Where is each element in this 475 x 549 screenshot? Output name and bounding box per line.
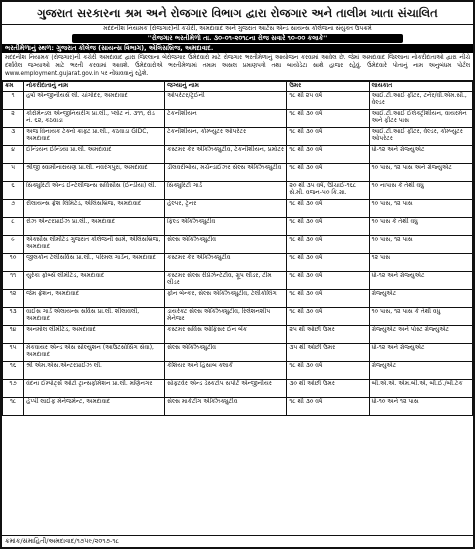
cell-sn: ૧૮ xyxy=(3,397,24,415)
table-header-row xyxy=(3,81,473,91)
cell-age: ૧૮ થી ૩૦ વર્ષ xyxy=(287,235,369,253)
cell-employer: મેકવાયર એન્ડ એસ સોલ્યુશન (આઉટસોર્સિંગ સેવા), અમદાવાદ xyxy=(24,343,165,361)
table-row xyxy=(3,343,473,361)
table-row xyxy=(3,127,473,145)
cell-post: કસ્ટમર કેર એક્ઝિક્યુટીવ, ટેકનીશીયન, પ્રમોટર xyxy=(165,145,287,163)
cell-employer: વંદના ઈમ્પોર્ટ્સ ઓટો ટ્રાન્સફોર્મેશન પ્રા.લી. મણિનગર xyxy=(24,379,165,397)
cell-age: ૨૫ થી ઓછી ઉંમર xyxy=(287,325,369,343)
cell-employer: કોરોમેન્ડલ એન્જીનિયરીંગ પ્રા.લી., પ્લોટ નં. ૩૧૧, રોડ નં. ૬૨, કઠવાડા xyxy=(24,109,165,127)
cell-post: ફિલ્ડ એક્ઝિક્યુટીવ xyxy=(165,217,287,235)
cell-employer: શ્રી એમ.એસ.એન્ટરપ્રાઈઝ લી. xyxy=(24,361,165,379)
cell-qualification: ધો-૧૨ અને ગ્રેજ્યુએટ xyxy=(369,343,472,361)
cell-sn: ૧૦ xyxy=(3,253,24,271)
cell-qualification: આઈ.ટી.આઈ ફીટર, ટર્નર/વી.એમ.સી., વેલ્ડર xyxy=(369,91,472,109)
footer-code: ક્રમાંક/સંમાહિતી/અમદાવાદ/૧૭૫૯/૨૦૧૭-૧૮ xyxy=(2,535,473,547)
table-row xyxy=(3,307,473,325)
cell-sn: ૩ xyxy=(3,127,24,145)
table-row xyxy=(3,271,473,289)
cell-sn: ૭ xyxy=(3,199,24,217)
cell-employer: રીલાયન્સ ફ્રેશ લિમિટેડ, એલિસબ્રિજ, અમદાવાદ xyxy=(24,199,165,217)
cell-employer: જીલકોન ટેલીસર્વિસ પ્રા.લી., પરિમલ ગાર્ડન, અમદાવાદ xyxy=(24,253,165,271)
cell-age: ૧૮ થી ૩૦ વર્ષ xyxy=(287,127,369,145)
cell-qualification: ૧૦ પાસ કે તેથી વધુ xyxy=(369,217,472,235)
table-row xyxy=(3,325,473,343)
cell-age: ૧૮ થી ૩૦ વર્ષ xyxy=(287,271,369,289)
table-row xyxy=(3,397,473,415)
cell-post: સેલ્સ એક્ઝિક્યુટીવ xyxy=(165,235,287,253)
table-row xyxy=(3,181,473,199)
page-title: ગુજરાત સરકારના શ્રમ અને રોજગાર વિભાગ દ્વારા રોજગાર અને તાલીમ ખાતા સંચાલિત xyxy=(37,5,438,20)
cell-employer: રોઝ એન્ટરપ્રાઈઝ પ્રા.લી., અમદાવાદ xyxy=(24,217,165,235)
cell-post: ટેકનીશીયન xyxy=(165,109,287,127)
table-row xyxy=(3,217,473,235)
cell-post: કસ્ટમર સર્વિસ ઓફિસર ઈન બેંક xyxy=(165,325,287,343)
cell-qualification: આઈ.ટી.આઈ ફીટર, વેલ્ડર, કોમ્પ્યુટર ઓપરેટર xyxy=(369,127,472,145)
cell-employer: અજ વિનાયક ટેક્નો ક્રાફ્ટ પ્રા.લી., કઠવાડા GIDC, અમદાવાદ xyxy=(24,127,165,145)
cell-qualification: ૧૦ પાસ, ૧૨ પાસ xyxy=(369,199,472,217)
cell-post: સેલ્સ એક્ઝિક્યુટીવ xyxy=(165,343,287,361)
cell-qualification: ધો-૧૦ અને ૧૨ પાસ xyxy=(369,397,472,415)
cell-employer: વાઈસ ગાર્ડ એલાયન્સ સર્વિસ પ્રા.લી. શીલાવલી, અમદાવાદ xyxy=(24,307,165,325)
table-row xyxy=(3,289,473,307)
cell-employer: શ્રીજી સ્વામીનારાયણ પ્રા.લી. નવરંગપુરા, અમદાવાદ xyxy=(24,163,165,181)
table-row xyxy=(3,91,473,109)
cell-post: કસ્ટમર કેર એક્ઝિક્યુટીવ xyxy=(165,253,287,271)
table-row xyxy=(3,199,473,217)
cell-sn: ૪ xyxy=(3,145,24,163)
cell-post: ડીલવરીબોય, મર્ચન્ડાઈઝર સેલ્સ એક્ઝિક્યુટીવ xyxy=(165,163,287,181)
cell-post: કસ્ટમર સેલ્સ રીપ્રેઝેન્ટેટીવ, ગ્રૂપ લીડર, ટીમ લીડર xyxy=(165,271,287,289)
cell-sn: ૧૪ xyxy=(3,325,24,343)
cell-age: ૧૮ થી ૩૦ વર્ષ xyxy=(287,109,369,127)
cell-qualification: ગ્રેજ્યુએટ xyxy=(369,361,472,379)
cell-sn: ૧૧ xyxy=(3,271,24,289)
cell-age: ૩૦ થી ઓછી ઉંમર xyxy=(287,379,369,397)
cell-sn: ૬ xyxy=(3,181,24,199)
cell-employer: અનમોલ લીમીટેડ, અમદાવાદ xyxy=(24,325,165,343)
cell-post: ઓપરેટર/ટ્રેઈની xyxy=(165,91,287,109)
cell-qualification: ૧૨ પાસ xyxy=(369,253,472,271)
column-header-age: ઉંમર xyxy=(287,81,369,91)
intro-paragraph: મદદનીશ નિયામક (રોજગાર)ની કચેરી અમદાવાદ દ્વારા જિલ્લાના બેરોજગાર ઉમેદવારો માટે રોજગાર ભરતીમેળાનું આયોજન કરવામાં આવેલ છે. જેમાં અમદાવાદ જિલ્લાના નોકરીદાતાઓ દ્વારા નીચે દર્શાવેલ જગ્યાઓ માટે ભરતી કરવામાં આવશે. ઉમેદવારોએ ભરતીમેળામાં તમામ અસલ પ્રમાણપત્રો તથા બાયોડેટા સાથે હાજર રહેવું. ઉમેદવારે પોતાનું નામ અનુબંધમ પોર્ટલ www.employment.gujarat.gov.in પર નોંધાવવાનું રહેશે. xyxy=(2,53,473,81)
table-row xyxy=(3,145,473,163)
cell-employer: હર્ષા એન્જીનીયર્સ લી. ચાંગોદર, અમદાવાદ xyxy=(24,91,165,109)
cell-sn: ૧૬ xyxy=(3,361,24,379)
cell-sn: ૨ xyxy=(3,109,24,127)
cell-sn: ૧૭ xyxy=(3,379,24,397)
cell-qualification: બી.એ.એ. એમ.બી.એ, બી.ઈ./બી.ટેક xyxy=(369,379,472,397)
cell-sn: ૯ xyxy=(3,235,24,253)
cell-qualification: ગ્રેજ્યુએટ અને પોસ્ટ ગ્રેજ્યુએટ xyxy=(369,325,472,343)
table-row xyxy=(3,379,473,397)
cell-employer: ઈન્ડિયન ઈન્ડિયા પ્રા.લી. અમદાવાદ xyxy=(24,145,165,163)
cell-age: ૧૮ થી ૩૦ વર્ષ xyxy=(287,307,369,325)
cell-qualification: ધો-૧૨ અને ગ્રેજ્યુએટ xyxy=(369,271,472,289)
cell-qualification: ૧૦ પાસ, ૧૨ પાસ xyxy=(369,235,472,253)
cell-post: કેશિયર અને હિસાબ ક્લાર્ક xyxy=(165,361,287,379)
cell-post: સેલ્સ માર્કેટીંગ એક્ઝિક્યુટીવ xyxy=(165,397,287,415)
cell-qualification: ૧૦ નાપાસ કે તેથી વધુ xyxy=(369,181,472,199)
cell-employer: યુરેકા ફોર્બ્સ લીમીટેડ, અમદાવાદ xyxy=(24,271,165,289)
cell-post: ટેકનીશીયન, કોમ્પ્યુટર ઓપરેટર xyxy=(165,127,287,145)
cell-age: ૧૮ થી ૩૦ વર્ષ xyxy=(287,145,369,163)
column-header-employer: નોકરીદાતાનું નામ xyxy=(24,81,165,91)
cell-sn: ૧૩ xyxy=(3,307,24,325)
cell-qualification: ૧૦ પાસ, ૧૨ પાસ અને ગ્રેજ્યુએટ xyxy=(369,163,472,181)
cell-age: ૧૮ થી ૩૦ વર્ષ xyxy=(287,253,369,271)
cell-age: ૧૮ થી ૨૫ વર્ષ xyxy=(287,91,369,109)
venue-line: ભરતીમેળાનું સ્થળ: ગુજરાત કોલેજ (સાયન્સ વિભાગ), એલિસબ્રિજ, અમદાવાદ. xyxy=(2,44,473,53)
cell-post: સોફ્ટવેર એન્ડ ડેસ્કટોપ સપોર્ટ એન્જીનીયર xyxy=(165,379,287,397)
cell-age: ૩૫ થી ઓછી ઉંમર xyxy=(287,343,369,361)
table-row xyxy=(3,109,473,127)
cell-age: ૧૮ થી ૩૦ વર્ષ xyxy=(287,163,369,181)
column-header-sn: ક્રમ xyxy=(3,81,24,91)
cell-qualification: ૧૦ પાસ, ૧૨ પાસ કે તેથી વધુ xyxy=(369,307,472,325)
cell-qualification: આઈ.ટી.આઈ ઈલેક્ટ્રીશીયન, વાયરમેન અને ફીટર પાસ xyxy=(369,109,472,127)
cell-post: ડાયરેક્ટ સેલ્સ એક્ઝિક્યુટીવ, રિલેશનશીપ મેનેજર xyxy=(165,307,287,325)
cell-sn: ૧ xyxy=(3,91,24,109)
event-banner: ''રોજગાર ભરતીમેળો તા. ૩૦-૦૧-૨૦૧૮ના રોજ સવારે ૧૦-૦૦ કલાકે'' xyxy=(72,34,403,43)
cell-sn: ૧૫ xyxy=(3,343,24,361)
table-row xyxy=(3,253,473,271)
cell-age: ૧૮ થી ૩૦ વર્ષ xyxy=(287,217,369,235)
cell-employer: જેમ ફ્રેશન, અમદાવાદ xyxy=(24,289,165,307)
cell-age: ૧૮ થી ૩૦ વર્ષ xyxy=(287,289,369,307)
cell-age: ૧૮ થી ૩૦ વર્ષ xyxy=(287,397,369,415)
cell-sn: ૫ xyxy=(3,163,24,181)
vacancy-table xyxy=(2,81,473,416)
cell-post: સિક્યુરિટી ગાર્ડ xyxy=(165,181,287,199)
cell-employer: હેપ્પી લાઈફ મેનેજમેન્ટ, અમદાવાદ xyxy=(24,397,165,415)
cell-age: ૧૮ થી ૩૦ વર્ષ xyxy=(287,199,369,217)
cell-age: ૨૦ થી ૩૫ વર્ષ, ઊંચાઈ-૧૬૮ સે.મી. વજન-૫૦ કિ.ગ્રા. xyxy=(287,181,369,199)
column-header-qualification: લાયકાત xyxy=(369,81,472,91)
cell-qualification: ધો-૧૨ અને ગ્રેજ્યુએટ xyxy=(369,145,472,163)
cell-sn: ૧૨ xyxy=(3,289,24,307)
cell-age: ૧૮ થી ૩૦ વર્ષ xyxy=(287,361,369,379)
cell-post: ફોન બેન્કર, સેલ્સ એક્ઝિક્યુટીવ, ટેલીકોલિંગ xyxy=(165,289,287,307)
table-row xyxy=(3,235,473,253)
cell-employer: એક્સીસ લીમીટેડ ગુજરાત કોલેજની સામે, એલિસબ્રિજ, અમદાવાદ xyxy=(24,235,165,253)
cell-post: હેલ્પર, ટ્રેનર xyxy=(165,199,287,217)
column-header-post: જગ્યાનું નામ xyxy=(165,81,287,91)
cell-qualification: ગ્રેજ્યુએટ xyxy=(369,289,472,307)
subtitle: મદદનીશ નિયામક (રોજગાર)ની કચેરી, અમદાવાદ અને ગુજરાત આર્ટસ એન્ડ સાયન્સ કોલેજના સંયુક્ત ઉપક્રમે xyxy=(2,24,473,33)
table-row xyxy=(3,163,473,181)
cell-employer: સિક્યુરિટી એન્ડ ઈન્ટેલીજન્સ સર્વિસીસ (ઈન્ડીયા) લી. xyxy=(24,181,165,199)
cell-sn: ૮ xyxy=(3,217,24,235)
table-row xyxy=(3,361,473,379)
